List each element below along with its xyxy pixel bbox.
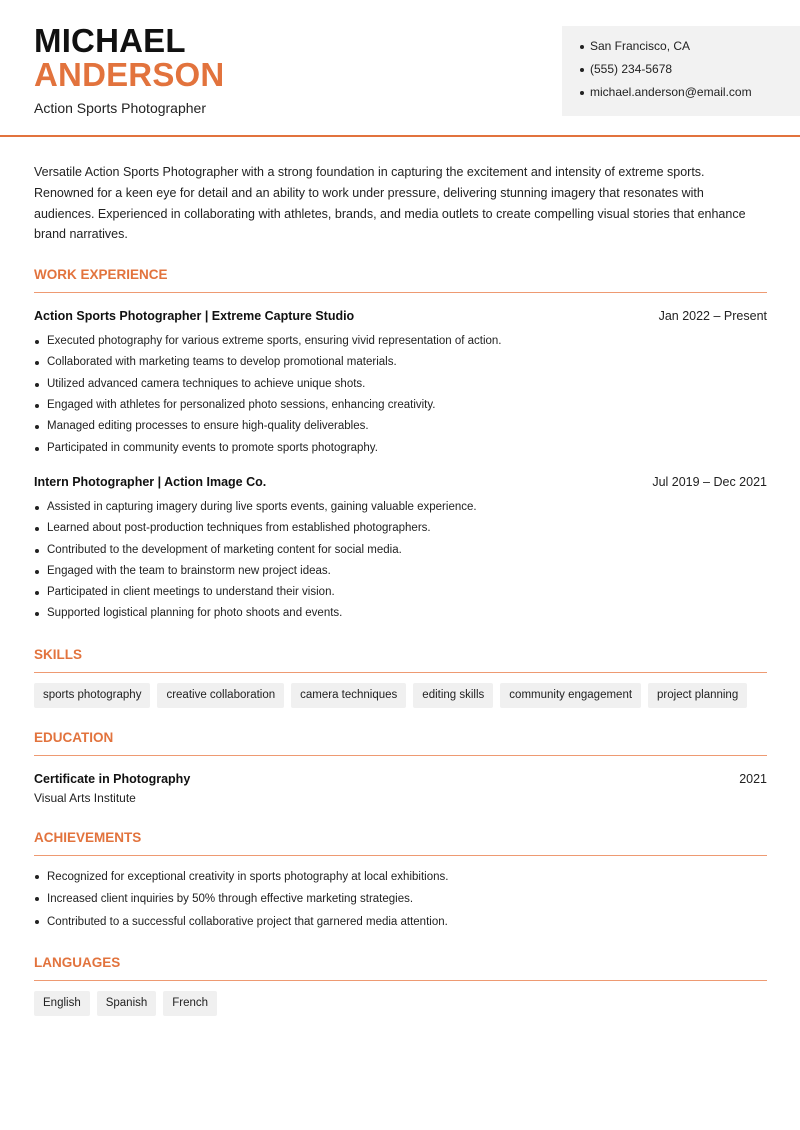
bullet-icon bbox=[35, 612, 39, 616]
job-bullets bbox=[34, 331, 767, 459]
phone-text: (555) 234-5678 bbox=[590, 62, 673, 76]
list-item bbox=[34, 561, 767, 582]
language-tag: English bbox=[34, 991, 90, 1016]
list-item bbox=[34, 540, 767, 561]
skill-tag: editing skills bbox=[413, 683, 493, 708]
bullet-icon bbox=[35, 447, 39, 451]
header-divider bbox=[0, 135, 800, 137]
last-name: ANDERSON bbox=[34, 56, 225, 93]
summary: Versatile Action Sports Photographer with a strong foundation in capturing the excitement and intensity of extreme sports. Renowned for a keen eye for detail and an ability to work under pressure, delivering stunning imagery that resonates with audiences. Experienced in collaborating with athletes, brands, and media outlets to create compelling visual stories that enhance brand narratives. bbox=[34, 165, 746, 242]
skill-tag: camera techniques bbox=[291, 683, 406, 708]
achievement-text: Contributed to a successful collaborative project that garnered media attention. bbox=[47, 915, 448, 928]
list-item bbox=[34, 331, 767, 352]
job-title: Action Sports Photographer bbox=[34, 100, 206, 116]
bullet-icon bbox=[35, 383, 39, 387]
bullet-icon bbox=[35, 549, 39, 553]
achievement-list bbox=[34, 866, 767, 934]
list-item bbox=[34, 888, 767, 911]
email-text: michael.anderson@email.com bbox=[590, 85, 752, 99]
bullet-icon bbox=[35, 527, 39, 531]
contact-email bbox=[580, 84, 800, 107]
bullet-text: Contributed to the development of marketing content for social media. bbox=[47, 543, 402, 556]
contact-phone bbox=[580, 61, 800, 84]
job-dates: Jul 2019 – Dec 2021 bbox=[652, 474, 767, 489]
first-name: MICHAEL bbox=[34, 22, 186, 59]
bullet-icon bbox=[35, 591, 39, 595]
school: Visual Arts Institute bbox=[34, 790, 136, 805]
achievement-text: Recognized for exceptional creativity in sports photography at local exhibitions. bbox=[47, 870, 449, 883]
bullet-text: Learned about post-production techniques from established photographers. bbox=[47, 522, 431, 535]
list-item bbox=[34, 911, 767, 934]
list-item bbox=[34, 582, 767, 603]
skill-tag: community engagement bbox=[500, 683, 641, 708]
section-title-achievements: ACHIEVEMENTS bbox=[34, 830, 767, 856]
job-heading: Intern Photographer | Action Image Co. bbox=[34, 474, 267, 489]
bullet-icon bbox=[580, 91, 584, 95]
bullet-text: Assisted in capturing imagery during live sports events, gaining valuable experience. bbox=[47, 500, 477, 513]
bullet-icon bbox=[35, 361, 39, 365]
section-title-skills: SKILLS bbox=[34, 647, 767, 673]
location-text: San Francisco, CA bbox=[590, 39, 691, 53]
bullet-text: Engaged with athletes for personalized photo sessions, enhancing creativity. bbox=[47, 399, 436, 412]
list-item bbox=[34, 866, 767, 889]
contact-location bbox=[580, 38, 800, 61]
bullet-text: Participated in client meetings to understand their vision. bbox=[47, 586, 335, 599]
bullet-icon bbox=[35, 506, 39, 510]
skill-tag: sports photography bbox=[34, 683, 150, 708]
section-title-education: EDUCATION bbox=[34, 730, 767, 756]
bullet-icon bbox=[35, 920, 39, 924]
skill-tag: project planning bbox=[648, 683, 747, 708]
bullet-text: Utilized advanced camera techniques to achieve unique shots. bbox=[47, 377, 366, 390]
list-item bbox=[34, 603, 767, 624]
bullet-text: Executed photography for various extreme sports, ensuring vivid representation of action. bbox=[47, 335, 502, 348]
list-item bbox=[34, 352, 767, 373]
education-entry bbox=[34, 770, 767, 788]
language-tag: Spanish bbox=[97, 991, 157, 1016]
list-item bbox=[34, 438, 767, 459]
bullet-icon bbox=[35, 897, 39, 901]
job-bullets bbox=[34, 497, 767, 625]
list-item bbox=[34, 416, 767, 437]
list-item bbox=[34, 395, 767, 416]
bullet-icon bbox=[35, 570, 39, 574]
bullet-icon bbox=[35, 425, 39, 429]
bullet-icon bbox=[35, 340, 39, 344]
job-entry bbox=[34, 473, 767, 625]
resume-body bbox=[34, 162, 767, 1023]
job-heading: Action Sports Photographer | Extreme Capture Studio bbox=[34, 309, 355, 324]
job-dates: Jan 2022 – Present bbox=[658, 309, 767, 324]
resume-header bbox=[0, 0, 800, 138]
job-entry bbox=[34, 307, 767, 459]
skills-list bbox=[34, 683, 767, 715]
list-item bbox=[34, 518, 767, 539]
bullet-icon bbox=[580, 45, 584, 49]
bullet-text: Managed editing processes to ensure high-quality deliverables. bbox=[47, 420, 369, 433]
bullet-icon bbox=[580, 68, 584, 72]
degree: Certificate in Photography bbox=[34, 771, 191, 786]
bullet-icon bbox=[35, 404, 39, 408]
list-item bbox=[34, 497, 767, 518]
bullet-text: Supported logistical planning for photo shoots and events. bbox=[47, 607, 343, 620]
education-year: 2021 bbox=[739, 771, 767, 786]
bullet-text: Participated in community events to promote sports photography. bbox=[47, 441, 378, 454]
languages-list bbox=[34, 991, 767, 1023]
section-title-work: WORK EXPERIENCE bbox=[34, 267, 767, 293]
skill-tag: creative collaboration bbox=[157, 683, 284, 708]
bullet-text: Collaborated with marketing teams to develop promotional materials. bbox=[47, 356, 397, 369]
achievement-text: Increased client inquiries by 50% through effective marketing strategies. bbox=[47, 893, 414, 906]
bullet-text: Engaged with the team to brainstorm new project ideas. bbox=[47, 564, 331, 577]
list-item bbox=[34, 374, 767, 395]
language-tag: French bbox=[163, 991, 217, 1016]
contact-panel bbox=[562, 26, 800, 116]
section-title-languages: LANGUAGES bbox=[34, 955, 767, 981]
bullet-icon bbox=[35, 875, 39, 879]
